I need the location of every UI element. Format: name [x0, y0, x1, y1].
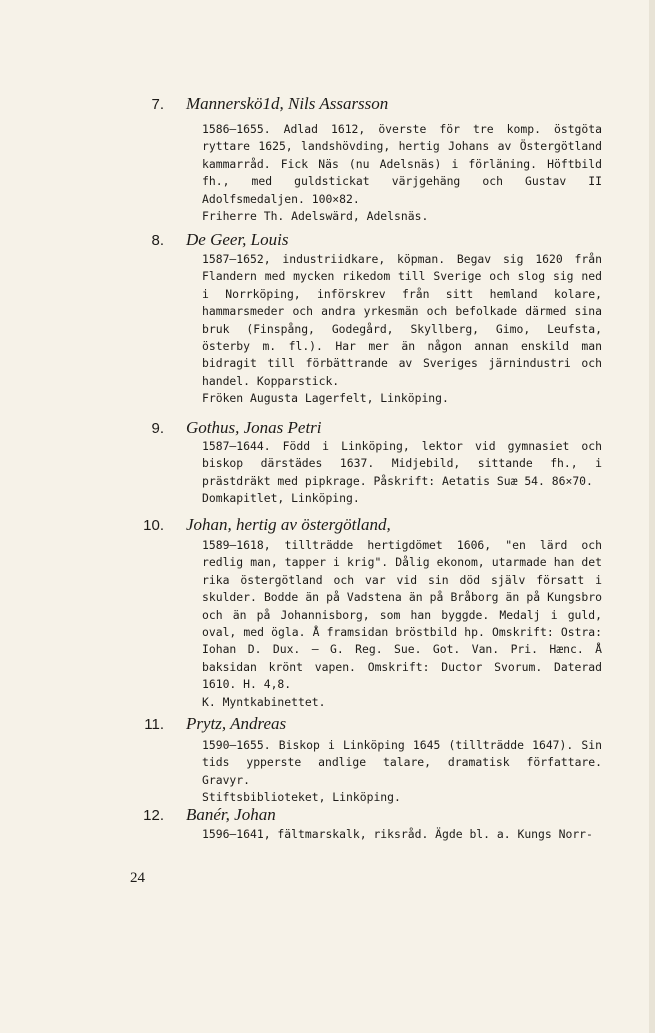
- entry-text: 1596—1641, fältmarskalk, riksråd. Ägde bl. a. Kungs Norr-: [202, 827, 593, 841]
- entry-owner: Friherre Th. Adelswärd, Adelsnäs.: [202, 209, 429, 224]
- entry-number: 9.: [151, 420, 164, 437]
- entry-text: 1587—1652, industriidkare, köpman. Begav sig 1620 från Flandern med mycken rikedom till Sverige och slog sig ned i Norrköping, införskrev från sitt hemland kolare, hammarsmeder och andra yrkesmän och befolkade därmed sina bruk (Finspång, Godegård, Skyllberg, Gimo, Leufsta, österby m. fl.). Har mer än någon annan enskild man bidragit till förbättrande av Sveriges järnindustri och handel. Kopparstick.: [202, 252, 602, 388]
- entry-name: De Geer, Louis: [186, 230, 289, 249]
- page-number: 24: [130, 870, 145, 886]
- entry-name: Mannerskö1d, Nils Assarsson: [186, 94, 389, 113]
- entry-name: Prytz, Andreas: [186, 714, 287, 733]
- entry-text: 1586—1655. Adlad 1612, överste för tre komp. östgöta ryttare 1625, landshövding, hertig Johans av Östergötland kammarråd. Fick Näs (nu Adelsnäs) i förläning. Höftbild fh., med guldstickat värjgehäng och Gustav II Adolfsmedaljen. 100×82.: [202, 122, 602, 206]
- entry-body: [202, 251, 602, 408]
- entry-owner: Stiftsbiblioteket, Linköping.: [202, 790, 401, 805]
- entry-name: Banér, Johan: [186, 805, 276, 824]
- entry-number: 12.: [143, 807, 164, 824]
- entry-body: [202, 826, 602, 843]
- entry-number: 11.: [144, 716, 164, 733]
- entry-body: [202, 121, 602, 225]
- entry-owner: K. Myntkabinettet.: [202, 694, 326, 709]
- entry-body: [202, 737, 602, 807]
- entry-number: 8.: [151, 232, 164, 249]
- entry-text: 1589—1618, tillträdde hertigdömet 1606, "en lärd och redlig man, tapper i krig". Dålig ekonom, utarmade han det rika östergötland och var vid sin död själv försatt i skulder. Bodde än på Vadstena än på Bråborg än på Kungsbro och än på Johannisborg, som han byggde. Medalj i guld, oval, med ögla. Å framsidan bröstbild hp. Omskrift: Ostra: Iohan D. Dux. — G. Reg. Sue. Got. Van. Pri. Hænc. Å baksidan krönt vapen. Omskrift: Ductor Svorum. Daterad 1610. H. 4,8.: [202, 538, 602, 692]
- entry-text: 1587—1644. Född i Linköping, lektor vid gymnasiet och biskop därstädes 1637. Midjebild, sittande fh., i prästdräkt med pipkrage. Påskrift: Aetatis Suæ 54. 86×70.: [202, 439, 602, 488]
- entry-owner: Fröken Augusta Lagerfelt, Linköping.: [202, 391, 449, 406]
- entry-number: 7.: [151, 96, 164, 113]
- entry-body: [202, 537, 602, 711]
- entry-name: Gothus, Jonas Petri: [186, 418, 322, 437]
- entry-body: [202, 438, 602, 508]
- entry-number: 10.: [143, 517, 164, 534]
- entry-owner: Domkapitlet, Linköping.: [202, 491, 360, 506]
- entry-text: 1590—1655. Biskop i Linköping 1645 (tillträdde 1647). Sin tids ypperste andlige talare, dramatisk författare. Gravyr.: [202, 738, 602, 787]
- entry-name: Johan, hertig av östergötland,: [186, 515, 391, 534]
